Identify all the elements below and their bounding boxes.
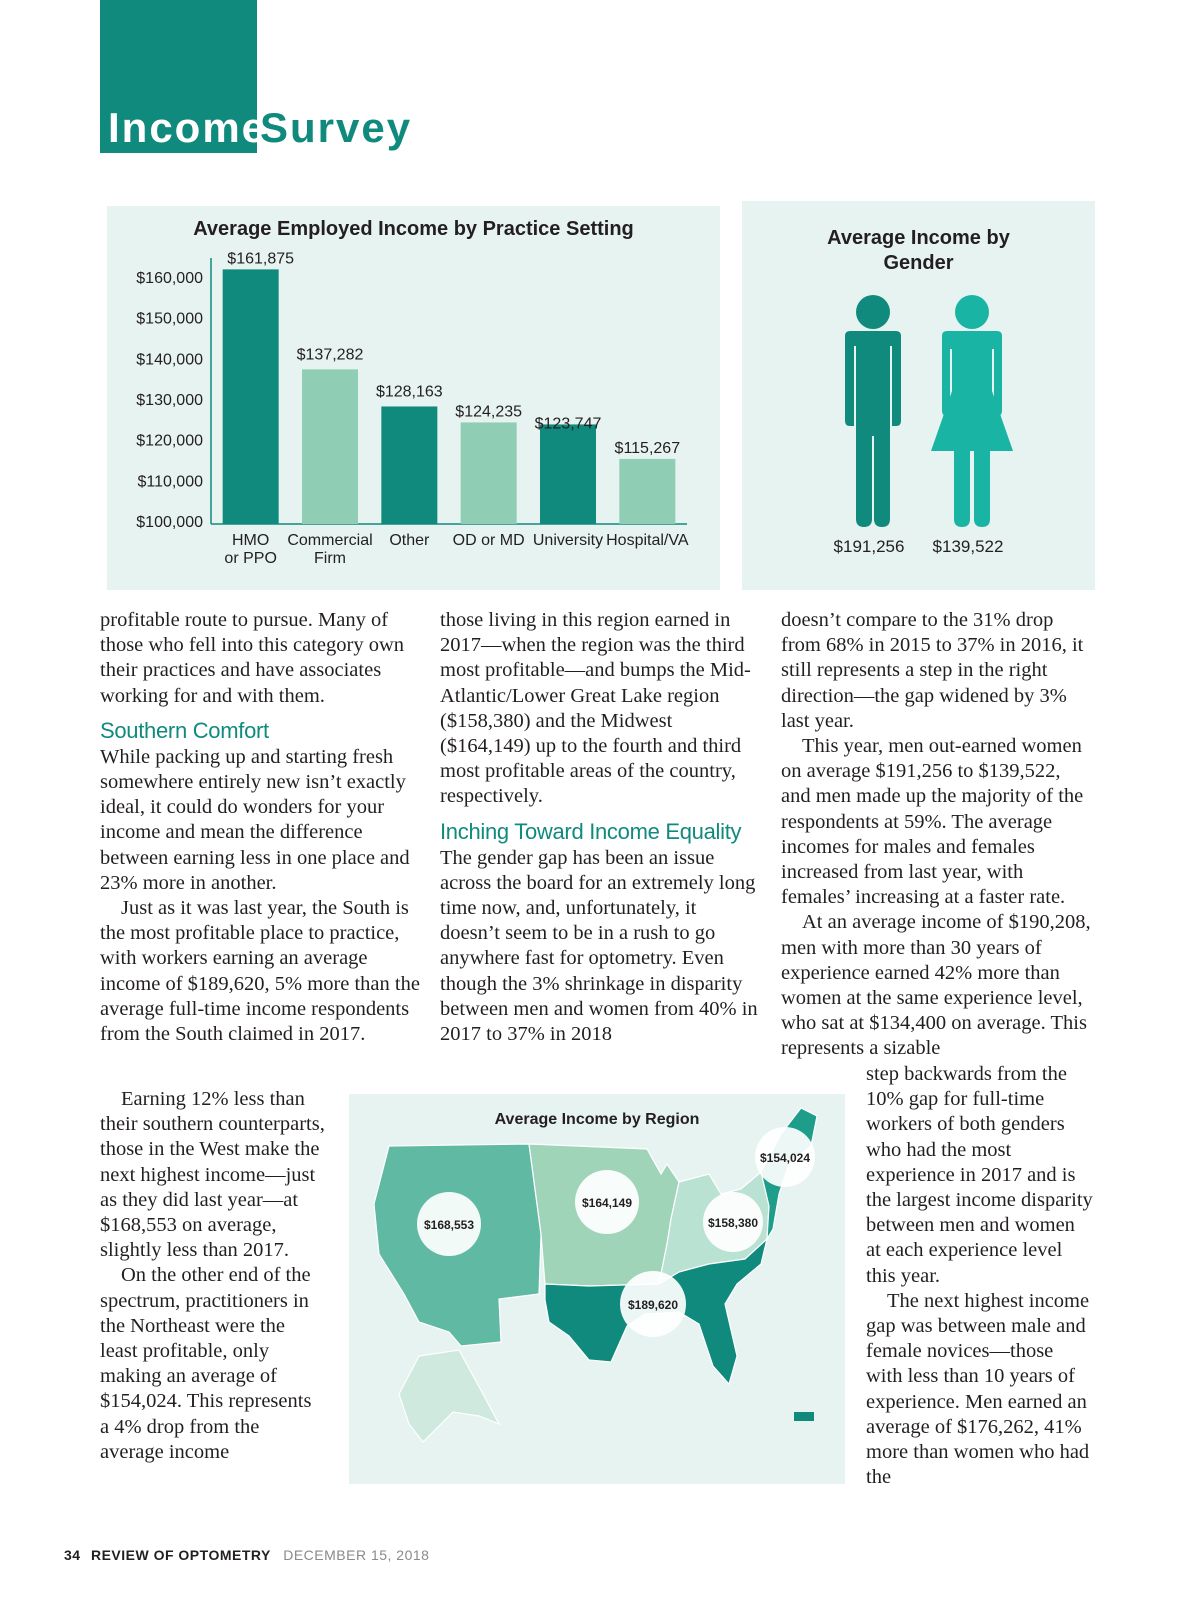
map-label-mid-atlantic-text: $158,380	[707, 1216, 759, 1230]
paragraph: The next highest income gap was between male and female novices—those with less than 10 years of experience. Men earned an average of $176,262, 41% more than women who had the	[866, 1289, 1090, 1489]
x-tick-label: Other	[389, 532, 430, 549]
header-title-income: Income	[108, 104, 268, 151]
paragraph: This year, men out-earned women on average $191,256 to $139,522, and men made up the majority of the respondents at 59%. The average incomes for males and females increased from last year, with females’ increasing at a faster rate.	[781, 735, 1084, 909]
x-tick-label: OD or MD	[452, 532, 525, 549]
column-1-top	[100, 608, 420, 1047]
x-tick-label: Commercial	[287, 532, 373, 549]
y-tick-label: $160,000	[136, 270, 203, 287]
x-tick-label: Hospital/VA	[606, 532, 689, 549]
y-tick-label: $110,000	[137, 473, 203, 491]
region-map-panel	[349, 1094, 845, 1484]
paragraph: Just as it was last year, the South is the most profitable place to practice, with workers earning an average income of $189,620, 5% more than the average full-time income respondents from the South claimed in 2017.	[100, 897, 420, 1046]
bar-value-label: $128,163	[375, 383, 443, 401]
paragraph: profitable route to pursue. Many of those who fell into this category own their practices and have associates working for and with them.	[100, 609, 405, 707]
us-region-map	[349, 1094, 845, 1484]
gender-title-line1: Average Income by	[827, 227, 1010, 249]
y-tick-label: $140,000	[136, 351, 203, 369]
heading-inching-toward-equality: Inching Toward Income Equality	[440, 818, 742, 844]
map-label-mid-atlantic	[703, 1192, 763, 1252]
map-title: Average Income by Region	[494, 1111, 700, 1128]
gender-panel	[742, 201, 1095, 590]
bar-value-label: $124,235	[455, 403, 523, 421]
issue-date: DECEMBER 15, 2018	[283, 1547, 430, 1563]
map-label-west-text: $168,553	[423, 1218, 475, 1232]
column-3-bottom	[866, 1062, 1094, 1490]
paragraph: Earning 12% less than their southern counterparts, those in the West make the next highest income—just as they did last year—at $168,553 on average, slightly less than 2017.	[100, 1088, 325, 1262]
gender-title-line2: Gender	[883, 252, 954, 274]
x-tick-label: HMO	[232, 532, 270, 549]
paragraph: At an average income of $190,208, men with more than 30 years of experience earned 42% more than women at the same experience level, who sat at $134,400 on average. This represents a sizable	[781, 911, 1091, 1060]
map-label-west	[417, 1192, 481, 1256]
y-tick-label: $120,000	[136, 432, 203, 450]
region-alaska	[399, 1350, 499, 1442]
male-income-value: $191,256	[833, 537, 905, 556]
x-tick-label: or PPO	[224, 550, 277, 567]
column-2	[440, 608, 760, 1047]
x-tick-label: Firm	[314, 550, 346, 567]
paragraph: The gender gap has been an issue across the board for an extremely long time now, and, unfortunately, it doesn’t seem to be in a rush to go anywhere fast for optometry. Even though the 3% shrinkage in disparity between men and women from 40% in 2017 to 37% in 2018	[440, 846, 758, 1046]
y-tick-label: $100,000	[136, 514, 203, 531]
bar-value-label: $137,282	[296, 346, 364, 364]
paragraph: While packing up and starting fresh somewhere entirely new isn’t exactly ideal, it could do wonders for your income and mean the difference between earning less in one place and 23% more in another.	[100, 745, 410, 894]
map-label-south-text: $189,620	[627, 1298, 679, 1312]
bar-value-label: $115,267	[614, 439, 681, 457]
y-tick-label: $130,000	[136, 392, 203, 409]
paragraph: those living in this region earned in 2017—when the region was the third most profitable—and bumps the Mid-Atlantic/Lower Great Lake region ($158,380) and the Midwest ($164,149) up to the fourth and third most profitable areas of the country, respectively.	[440, 609, 751, 808]
bar-chart-title: Average Employed Income by Practice Setting	[193, 218, 634, 240]
paragraph: doesn’t compare to the 31% drop from 68% in 2015 to 37% in 2016, it still represents a step in the right direction—the gap widened by 3% last year.	[781, 609, 1084, 732]
gender-values	[742, 201, 1095, 590]
x-tick-label: University	[532, 532, 604, 549]
bar-value-label: $123,747	[534, 415, 602, 433]
map-label-midwest	[575, 1170, 639, 1234]
column-3-top	[781, 608, 1093, 1062]
bar-chart-panel	[107, 206, 720, 590]
paragraph: On the other end of the spectrum, practitioners in the Northeast were the least profitable, only making an average of $154,024. This represents a 4% drop from the average income	[100, 1264, 312, 1463]
page-footer	[64, 1547, 429, 1563]
map-label-south	[620, 1271, 686, 1337]
y-tick-label: $150,000	[136, 310, 203, 328]
bar-1	[302, 369, 358, 524]
bar-2	[381, 406, 437, 524]
region-puerto-rico	[794, 1412, 814, 1421]
bar-0	[223, 269, 279, 524]
female-income-value: $139,522	[932, 537, 1004, 556]
column-1-bottom	[100, 1087, 325, 1465]
bar-5	[619, 459, 675, 524]
magazine-name: REVIEW OF OPTOMETRY	[90, 1547, 271, 1563]
bar-4	[540, 424, 596, 524]
map-label-northeast-text: $154,024	[759, 1151, 811, 1165]
heading-southern-comfort: Southern Comfort	[100, 717, 269, 743]
bar-chart	[107, 206, 720, 590]
map-label-northeast	[755, 1127, 815, 1187]
bar-3	[461, 422, 517, 524]
paragraph: step backwards from the 10% gap for full-time workers of both genders who had the most experience in 2017 and is the largest income disparity between men and women at each experience level this year.	[866, 1063, 1093, 1287]
map-label-midwest-text: $164,149	[581, 1196, 633, 1210]
page-number: 34	[64, 1547, 81, 1563]
bar-value-label: $161,875	[227, 250, 295, 268]
header-title-survey: Survey	[260, 104, 413, 151]
